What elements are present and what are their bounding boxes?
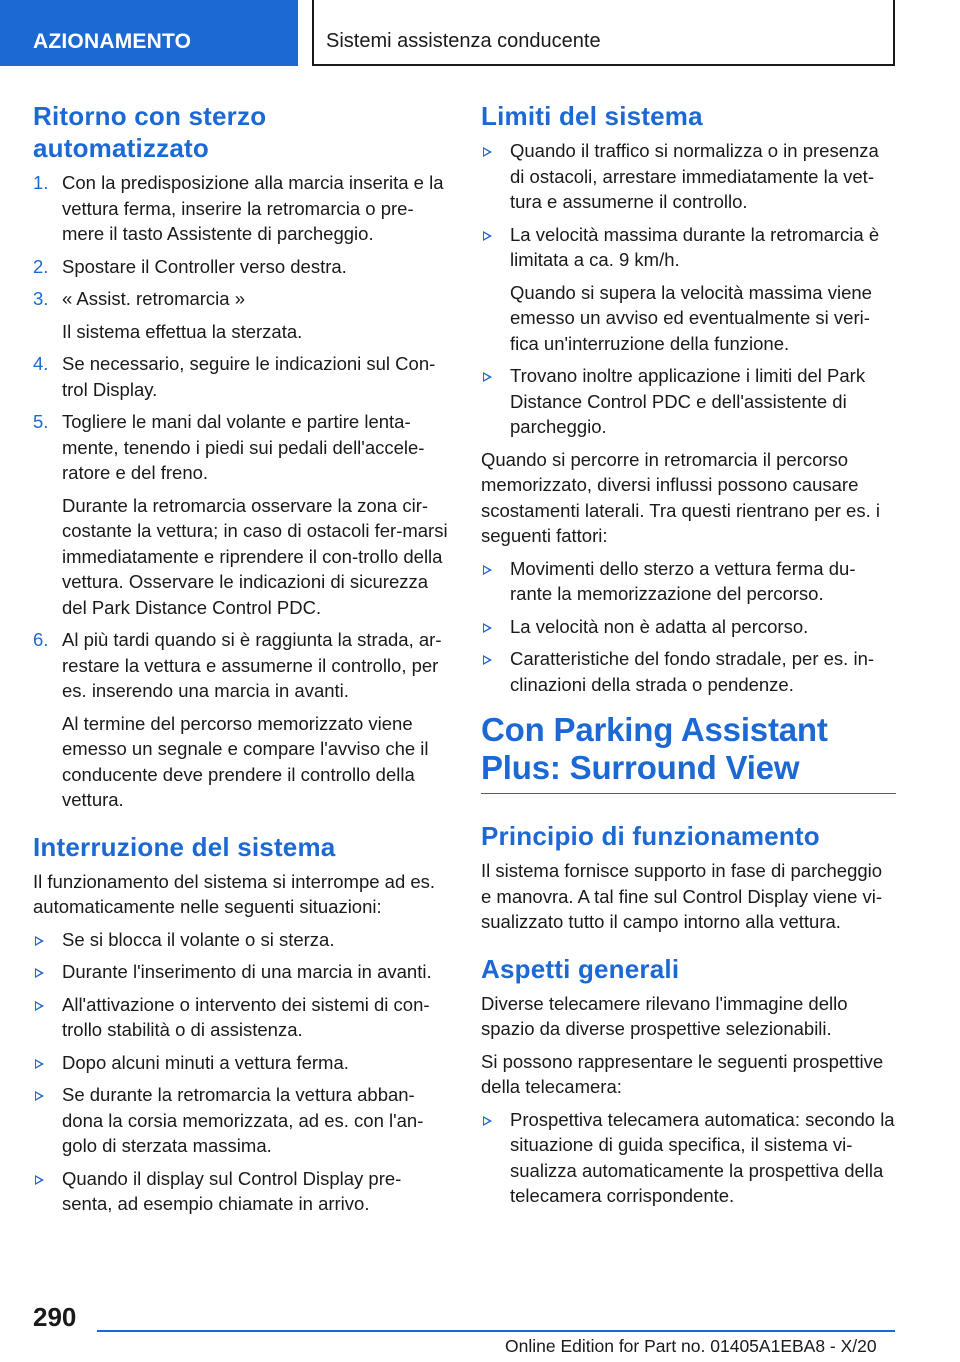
bullet-item (33, 1166, 448, 1217)
bullet-text: Caratteristiche del fondo stradale, per es. in-clinazioni della strada o pendenze. (510, 648, 875, 695)
triangle-bullet-icon (35, 1175, 44, 1185)
triangle-bullet-icon (483, 1116, 492, 1126)
bullet-text: Durante l'inserimento di una marcia in avanti. (62, 961, 432, 982)
triangle-bullet-icon (483, 372, 492, 382)
step-text: Togliere le mani dal volante e partire lenta-mente, tenendo i piedi sui pedali dell'accele-ratore e del freno. (62, 411, 425, 483)
bullet-item (33, 959, 448, 985)
step-text: Durante la retromarcia osservare la zona cir-costante la vettura; in caso di ostacoli fer-marsi immediatamente e riprendere il con-trollo della vettura. Osservare le indicazioni di sicurezza del Park Distance Control PDC. (62, 494, 448, 618)
bullet-text: Trovano inoltre applicazione i limiti del Park Distance Control PDC e dell'assistente di parcheggio. (510, 365, 866, 437)
step-text: Al termine del percorso memorizzato viene emesso un segnale e compare l'avviso che il conducente deve prendere il controllo della vettura. (62, 712, 429, 810)
triangle-bullet-icon (35, 1001, 44, 1011)
bullet-text: Dopo alcuni minuti a vettura ferma. (62, 1051, 349, 1073)
step-4 (33, 351, 448, 402)
triangle-bullet-icon (483, 565, 492, 575)
triangle-bullet-icon (483, 231, 492, 241)
left-column (33, 100, 448, 1224)
bullet-item (481, 556, 896, 607)
triangle-bullet-icon (35, 1059, 44, 1069)
step-text: Se necessario, seguire le indicazioni sul Con-trol Display. (62, 353, 436, 400)
step-6 (33, 627, 448, 813)
section-title-principio: Principio di funzionamento (481, 821, 820, 851)
triangle-bullet-icon (35, 936, 44, 946)
step-2 (33, 254, 448, 280)
section-title-limiti: Limiti del sistema (481, 101, 703, 131)
step-number: 5. (33, 411, 49, 432)
step-text: Con la predisposizione alla marcia inserita e la vettura ferma, inserire la retromarcia o pre-mere il tasto Assistente di parcheggio. (62, 172, 444, 244)
bullet-text: La velocità non è adatta al percorso. (510, 615, 809, 637)
bullet-item (481, 363, 896, 440)
page-number: 290 (33, 1302, 77, 1332)
triangle-bullet-icon (483, 623, 492, 633)
step-text: « Assist. retromarcia » (62, 288, 246, 309)
bullet-item (481, 614, 896, 640)
section-title-aspetti: Aspetti generali (481, 953, 680, 984)
bullet-text: All'attivazione o intervento dei sistemi di con-trollo stabilità o di assistenza. (62, 993, 430, 1040)
step-text: Il sistema effettua la sterzata. (62, 320, 303, 342)
step-text: Spostare il Controller verso destra. (62, 255, 347, 277)
bullet-text: Se durante la retromarcia la vettura abban-dona la corsia memorizzata, ad es. con l'an-golo di sterzata massima. (62, 1084, 424, 1156)
edition-note: Online Edition for Part no. 01405A1EBA8 - X/20 (505, 1336, 877, 1356)
general-paragraph-1: Diverse telecamere rilevano l'immagine dello spazio da diverse prospettive selezionabili. (481, 992, 848, 1039)
section-title-interruzione: Interruzione del sistema (33, 831, 336, 862)
bullet-text: Movimenti dello sterzo a vettura ferma du-rante la memorizzazione del percorso. (510, 557, 856, 604)
step-number: 4. (33, 353, 49, 374)
chapter-label: Sistemi assistenza conducente (326, 30, 601, 52)
section-title-ritorno: Ritorno con sterzo automatizzato (33, 101, 267, 163)
bullet-item (33, 1050, 448, 1076)
bullet-text: Quando si supera la velocità massima viene emesso un avviso ed eventualmente si veri-fica un'interruzione della funzione. (510, 281, 872, 354)
bullet-text: Quando il traffico si normalizza o in presenza di ostacoli, arrestare immediatamente la vet-tura e assumerne il controllo. (510, 140, 879, 212)
step-3 (33, 286, 448, 344)
step-number: 3. (33, 288, 49, 309)
triangle-bullet-icon (483, 655, 492, 665)
step-1 (33, 170, 448, 247)
triangle-bullet-icon (35, 968, 44, 978)
footer-divider (97, 1330, 895, 1332)
step-text: Al più tardi quando si è raggiunta la strada, ar-restare la vettura e assumerne il controllo, per es. inserendo una marcia in avanti. (62, 629, 442, 701)
bullet-item (33, 992, 448, 1043)
limits-paragraph: Quando si percorre in retromarcia il percorso memorizzato, diversi influssi possono causare scostamenti laterali. Tra questi rientrano per es. i seguenti fattori: (481, 448, 880, 546)
step-5 (33, 409, 448, 620)
bullet-text: Quando il display sul Control Display pre-senta, ad esempio chiamate in arrivo. (62, 1167, 402, 1214)
page-header (0, 0, 960, 66)
chapter-title-surround-view: Con Parking Assistant Plus: Surround View (481, 711, 896, 794)
step-number: 2. (33, 255, 49, 277)
section-tab (0, 0, 298, 66)
triangle-bullet-icon (483, 147, 492, 157)
chapter-box (312, 0, 895, 66)
bullet-item (33, 1082, 448, 1159)
step-number: 1. (33, 172, 49, 193)
step-number: 6. (33, 629, 49, 650)
bullet-item (481, 1107, 896, 1209)
bullet-text: Se si blocca il volante o si sterza. (62, 928, 335, 950)
principle-paragraph: Il sistema fornisce supporto in fase di parcheggio e manovra. A tal fine sul Control Display viene vi-sualizzato tutto il campo intorno alla vettura. (481, 860, 883, 932)
bullet-item (481, 646, 896, 697)
general-paragraph-2: Si possono rappresentare le seguenti prospettive della telecamera: (481, 1050, 884, 1097)
triangle-bullet-icon (35, 1091, 44, 1101)
section-label: AZIONAMENTO (33, 30, 192, 53)
bullet-item (33, 927, 448, 953)
bullet-item (481, 138, 896, 215)
intro-text: Il funzionamento del sistema si interrompe ad es. automaticamente nelle seguenti situazioni: (33, 870, 436, 917)
bullet-text: Prospettiva telecamera automatica: secondo la situazione di guida specifica, il sistema vi-sualizza automaticamente la prospettiva della telecamera corrispondente. (510, 1108, 895, 1206)
bullet-text: La velocità massima durante la retromarcia è limitata a ca. 9 km/h. (510, 223, 880, 270)
right-column (481, 100, 896, 1216)
bullet-item (481, 222, 896, 357)
